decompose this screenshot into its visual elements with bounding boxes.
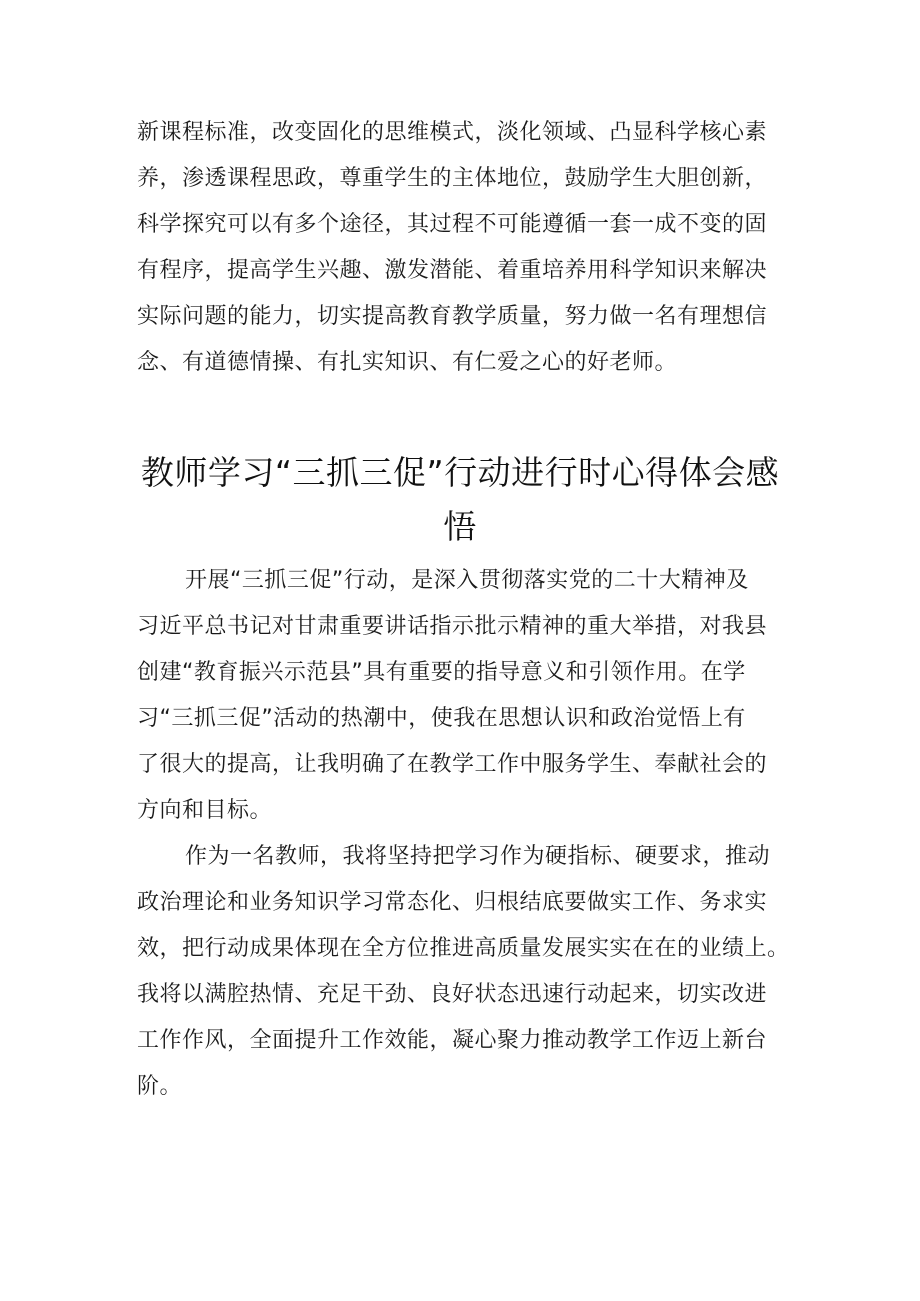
body-paragraph-1 bbox=[137, 558, 797, 834]
paragraph-line: 了很大的提高，让我明确了在教学工作中服务学生、奉献社会的 bbox=[137, 752, 768, 777]
paragraph-line: 阶。 bbox=[137, 1074, 183, 1099]
title-line: 悟 bbox=[443, 507, 477, 547]
paragraph-line: 养，渗透课程思政，尊重学生的主体地位，鼓励学生大胆创新， bbox=[137, 166, 768, 191]
paragraph-first-line: 开展“三抓三促”行动，是深入贯彻落实党的二十大精神及 bbox=[185, 568, 749, 593]
paragraph-line: 创建“教育振兴示范县”具有重要的指导意义和引领作用。在学 bbox=[137, 660, 746, 685]
paragraph-line: 实际问题的能力，切实提高教育教学质量，努力做一名有理想信 bbox=[137, 304, 768, 329]
paragraph-line: 我将以满腔热情、充足干劲、良好状态迅速行动起来，切实改进 bbox=[137, 982, 768, 1007]
paragraph-line: 新课程标准，改变固化的思维模式，淡化领域、凸显科学核心素 bbox=[137, 120, 768, 145]
title-line: 教师学习“三抓三促”行动进行时心得体会感 bbox=[140, 453, 780, 493]
paragraph-line: 科学探究可以有多个途径，其过程不可能遵循一套一成不变的固 bbox=[137, 212, 768, 237]
paragraph-line: 习近平总书记对甘肃重要讲话指示批示精神的重大举措，对我县 bbox=[137, 614, 768, 639]
paragraph-line: 工作作风，全面提升工作效能，凝心聚力推动教学工作迈上新台 bbox=[137, 1028, 768, 1053]
paragraph-line: 政治理论和业务知识学习常态化、归根结底要做实工作、务求实 bbox=[137, 890, 768, 915]
paragraph-line: 有程序，提高学生兴趣、激发潜能、着重培养用科学知识来解决 bbox=[137, 258, 768, 283]
paragraph-first-line: 作为一名教师，我将坚持把学习作为硬指标、硬要求，推动 bbox=[185, 844, 771, 869]
continued-paragraph bbox=[137, 110, 797, 386]
body-paragraph-2 bbox=[137, 834, 797, 1110]
paragraph-line: 习“三抓三促”活动的热潮中，使我在思想认识和政治觉悟上有 bbox=[137, 706, 746, 731]
paragraph-line: 念、有道德情操、有扎实知识、有仁爱之心的好老师。 bbox=[137, 350, 678, 375]
article-title bbox=[120, 446, 800, 554]
paragraph-line: 方向和目标。 bbox=[137, 798, 273, 823]
paragraph-line: 效，把行动成果体现在全方位推进高质量发展实实在在的业绩上。 bbox=[137, 936, 790, 961]
